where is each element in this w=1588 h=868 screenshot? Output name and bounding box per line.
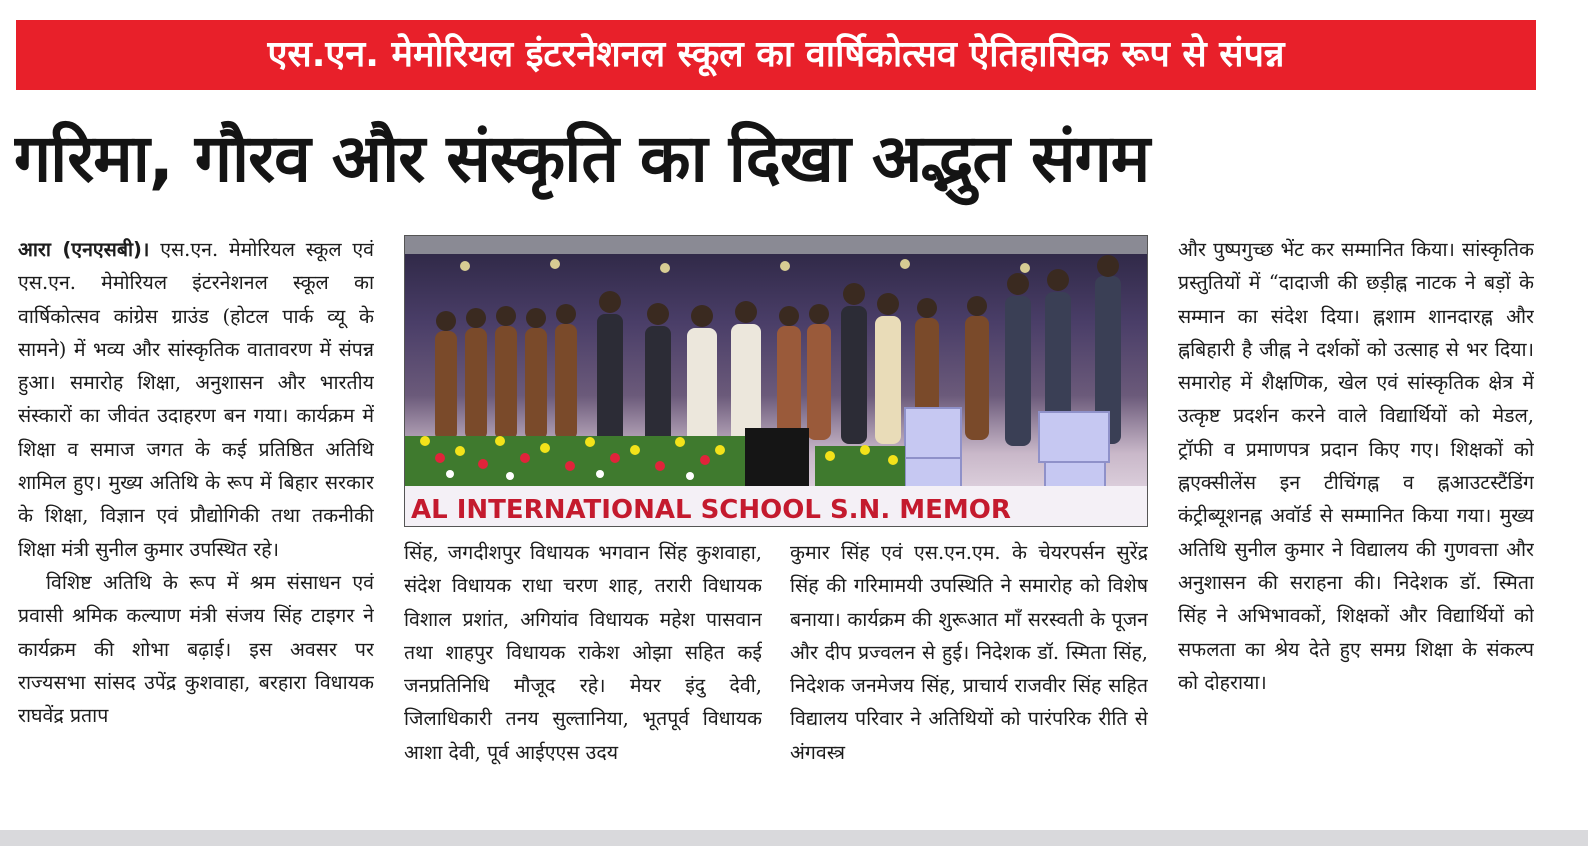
speaker-box [745,428,809,486]
stage-banner-text: AL INTERNATIONAL SCHOOL S.N. MEMOR [411,495,1011,525]
flower-decoration [405,436,905,486]
footer-divider [0,830,1588,846]
headline: गरिमा, गौरव और संस्कृति का दिखा अद्भुत संगम [14,120,1150,197]
stage-illustration [405,236,1147,526]
article-column-2 [404,536,762,808]
top-banner: एस.एन. मेमोरियल इंटरनेशनल स्कूल का वार्षिकोत्सव ऐतिहासिक रूप से संपन्न [16,20,1536,90]
paragraph: सिंह, जगदीशपुर विधायक भगवान सिंह कुशवाहा, संदेश विधायक राधा चरण शाह, तरारी विधायक विशाल प्रशांत, अगियांव विधायक महेश पासवान तथा शाहपुर विधायक राकेश ओझा सहित कई जनप्रतिनिधि मौजूद रहे। मेयर इंदु देवी, जिलाधिकारी तनय सुल्तानिया, भूतपूर्व विधायक आशा देवी, पूर्व आईएएस उदय [404,541,762,764]
article-column-3 [790,536,1148,808]
stage-truss [405,236,1147,254]
paragraph-text: एस.एन. मेमोरियल स्कूल एवं एस.एन. मेमोरियल इंटरनेशनल स्कूल का वार्षिकोत्सव कांग्रेस ग्राउंड (होटल पार्क व्यू के सामने) में भव्य और सांस्कृतिक वातावरण में संपन्न हुआ। समारोह शिक्षा, अनुशासन और भारतीय संस्कारों का जीवंत उदाहरण बन गया। कार्यक्रम में शिक्षा व समाज जगत के कई प्रतिष्ठित अतिथि शामिल हुए। मुख्य अतिथि के रूप में बिहार सरकार के शिक्षा, विज्ञान एवं प्रौद्योगिकी तथा तकनीकी शिक्षा मंत्री सुनील कुमार उपस्थित रहे। [18,238,374,561]
paragraph: और पुष्पगुच्छ भेंट कर सम्मानित किया। सांस्कृतिक प्रस्तुतियों में “दादाजी की छड़ीह्न नाटक ने बड़ों के सम्मान का संदेश दिया। ह्नशाम शानदारह्न और ह्नबिहारी है जीह्न ने दर्शकों को उत्साह से भर दिया। समारोह में शैक्षणिक, खेल एवं सांस्कृतिक क्षेत्र में उत्कृष्ट प्रदर्शन करने वाले विद्यार्थियों को मेडल, ट्रॉफी व प्रमाणपत्र प्रदान किए गए। शिक्षकों को ह्नएक्सीलेंस इन टीचिंगह्न व ह्नआउटस्टैंडिंग कंट्रीब्यूशनह्न अवॉर्ड से सम्मानित किया गया। मुख्य अतिथि सुनील कुमार ने विद्यालय की गुणवत्ता और अनुशासन की सराहना की। निदेशक डॉ. स्मिता सिंह ने अभिभावकों, शिक्षकों और विद्यार्थियों को सफलता का श्रेय देते हुए समग्र शिक्षा के संकल्प को दोहराया। [1178,238,1534,694]
dateline: आरा (एनएसबी)। [18,238,150,261]
paragraph: कुमार सिंह एवं एस.एन.एम. के चेयरपर्सन सुरेंद्र सिंह की गरिमामयी उपस्थिति ने समारोह को विशेष बनाया। कार्यक्रम की शुरूआत माँ सरस्वती के पूजन और दीप प्रज्वलन से हुई। निदेशक डॉ. स्मिता सिंह, निदेशक जनमेजय सिंह, प्राचार्य राजवीर सिंह सहित विद्यालय परिवार ने अतिथियों को पारंपरिक रीति से अंगवस्त्र [790,541,1148,764]
article-column-1 [18,233,374,808]
paragraph: विशिष्ट अतिथि के रूप में श्रम संसाधन एवं प्रवासी श्रमिक कल्याण मंत्री संजय सिंह टाइगर ने कार्यक्रम की शोभा बढ़ाई। इस अवसर पर राज्यसभा सांसद उपेंद्र कुशवाहा, बरहारा विधायक राघवेंद्र प्रताप [18,570,374,728]
article-column-4 [1178,233,1534,808]
event-photo [404,235,1148,527]
paragraph [18,233,374,566]
stage-lights [460,259,1110,273]
people-group [435,255,1121,448]
